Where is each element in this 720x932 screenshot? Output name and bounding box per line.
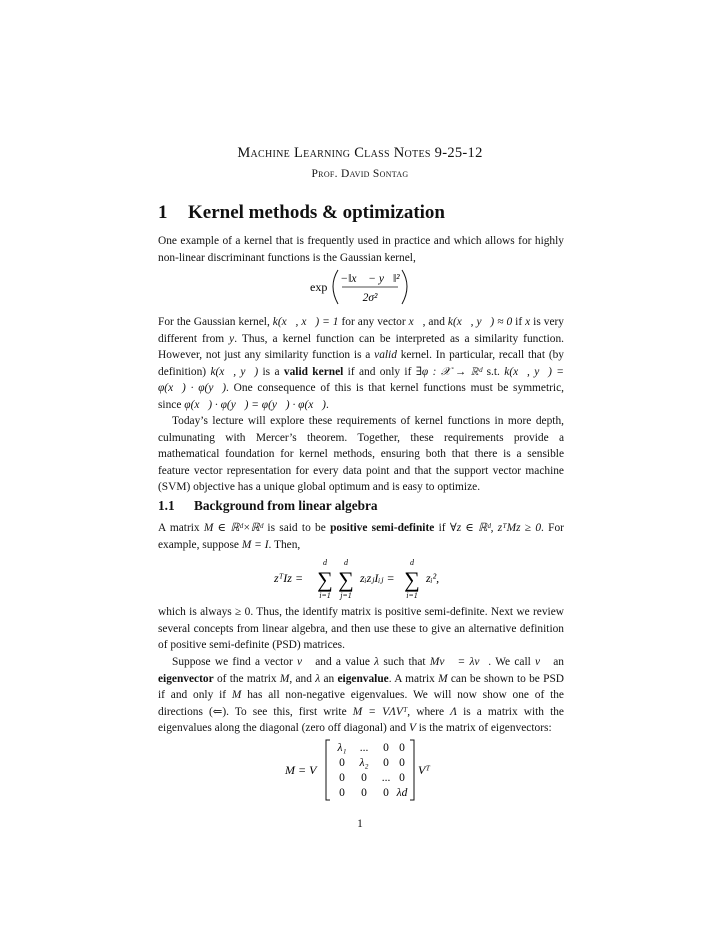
- text: kernel. In particular, recall that (by definition): [158, 349, 564, 378]
- math: M = VΛVᵀ: [352, 705, 408, 718]
- matrix-cell: 0: [339, 772, 345, 784]
- matrix-rhs: Vᵀ: [418, 763, 430, 777]
- eq-func-exp: exp: [310, 280, 328, 294]
- eq-right-paren: [402, 270, 407, 304]
- equation-matrix: [158, 738, 564, 804]
- section-1-1-heading: [158, 498, 378, 514]
- sum-top-i: d: [323, 558, 327, 567]
- math: Mv⃗ = λv⃗: [429, 656, 489, 668]
- text: s.t.: [482, 365, 505, 378]
- math: v⃗: [535, 656, 549, 668]
- matrix-cell: ...: [381, 772, 391, 784]
- sum-top-j: d: [344, 558, 348, 567]
- matrix-cell: λ₂: [359, 757, 369, 769]
- eq-lhs: zᵀIz =: [274, 571, 304, 585]
- math: k(x⃗, y⃗) = φ(x⃗) · φ(y⃗): [158, 365, 564, 395]
- text: if and only if: [343, 365, 416, 378]
- text: for any vector: [338, 316, 409, 328]
- subsection-number: 1.1: [158, 498, 175, 513]
- math: k(x⃗, y⃗) ≈ 0: [447, 316, 513, 328]
- matrix-cell: 0: [383, 742, 389, 754]
- text: A matrix: [158, 522, 204, 534]
- matrix-left-bracket: [326, 740, 330, 800]
- math: v⃗: [297, 656, 311, 668]
- equation-gaussian-kernel: [158, 266, 564, 308]
- matrix-cell: 0: [383, 757, 389, 769]
- text: . One consequence of this is that kernel functions must be symmetric, since: [158, 382, 564, 411]
- text: . Thus, a kernel function can be interpreted as a similarity function. However, not just any similarity function is a: [158, 332, 564, 362]
- text: is the matrix of eigenvectors:: [415, 722, 552, 735]
- paragraph-eigen: [158, 654, 564, 737]
- eq-term: zᵢzⱼIᵢⱼ =: [360, 571, 395, 585]
- bold-term: eigenvalue: [337, 672, 389, 685]
- text: of the matrix: [213, 672, 280, 685]
- paragraph-gaussian-kernel: [158, 314, 564, 414]
- section-number: 1: [158, 202, 168, 223]
- text: Today’s lecture will explore these requirements of kernel functions in more depth, culmunating with Mercer’s theorem. Together, these requirements provide a mathematical foundation for kernel methods, ensuring both that there is a sensible feature vector representation for every data point and that the support vector machine (SVM) objective has a unique global optimum and is easy to optimize.: [158, 415, 564, 494]
- eq-term2: zᵢ²,: [426, 571, 440, 585]
- text: is a matrix with the eigenvalues along the diagonal (zero off diagonal) and: [158, 705, 564, 735]
- math: ∃φ : 𝒳 → ℝᵈ: [415, 365, 483, 378]
- paragraph-intro: One example of a kernel that is frequently used in practice and which allows for highly non-linear discriminant functions is the Gaussian kernel,: [158, 235, 564, 264]
- text: . For example, suppose: [158, 522, 564, 551]
- text: .: [325, 398, 329, 411]
- eq-left-paren: [333, 270, 338, 304]
- paragraph-today: [158, 413, 564, 496]
- sigma-icon-j: ∑: [338, 567, 354, 592]
- matrix-lhs: M = V: [285, 763, 317, 777]
- math: x: [525, 316, 531, 328]
- text: such that: [379, 656, 430, 668]
- matrix-cell: 0: [339, 757, 345, 769]
- math: M = I: [241, 538, 269, 551]
- sum-top-k: d: [410, 558, 414, 567]
- math: M ∈ ℝᵈ×ℝᵈ: [203, 522, 264, 534]
- equation-sum: [158, 556, 564, 602]
- matrix-cells: [337, 742, 408, 799]
- math: λ: [374, 656, 380, 668]
- text: , and: [422, 316, 448, 328]
- sigma-icon-k: ∑: [404, 567, 420, 592]
- paragraph-psd-definition: [158, 520, 564, 553]
- matrix-right-bracket: [410, 740, 414, 800]
- text: . Then,: [268, 538, 301, 551]
- eq-denominator: 2σ²: [362, 292, 378, 304]
- section-title: Kernel methods & optimization: [188, 202, 446, 223]
- matrix-cell: 0: [383, 787, 389, 799]
- text: , where: [407, 705, 451, 718]
- sigma-icon-i: ∑: [317, 567, 333, 592]
- math: V: [408, 722, 416, 735]
- emphasis: valid: [374, 349, 397, 362]
- matrix-cell: 0: [399, 757, 405, 769]
- text: and a value: [310, 656, 375, 668]
- math: M: [231, 689, 242, 702]
- text: an: [320, 672, 338, 685]
- matrix-cell: 0: [339, 787, 345, 799]
- text: For the Gaussian kernel,: [158, 316, 273, 328]
- page-number: 1: [357, 818, 363, 830]
- sum-bottom-i: i=1: [319, 591, 331, 600]
- matrix-cell: λd: [396, 787, 408, 799]
- document-title: Machine Learning Class Notes 9-25-12: [237, 145, 483, 161]
- text: if: [512, 316, 526, 328]
- eq-numerator: −‖x⃗ − y⃗‖²: [340, 273, 400, 285]
- matrix-cell: ...: [359, 742, 369, 754]
- sum-bottom-k: i=1: [406, 591, 418, 600]
- math: y: [229, 332, 235, 345]
- math: φ(x⃗) · φ(y⃗) = φ(y⃗) · φ(x⃗): [184, 398, 326, 411]
- paragraph-identity: which is always ≥ 0. Thus, the identify matrix is positive semi-definite. Next we review several concepts from linear algebra, and then use these to give an alternative definition of positive semi-definite (PSD) matrices.: [158, 606, 564, 652]
- bold-term: valid kernel: [283, 365, 344, 378]
- text: , and: [289, 672, 316, 685]
- matrix-cell: λ₁: [337, 742, 347, 754]
- matrix-cell: 0: [399, 772, 405, 784]
- matrix-cell: 0: [361, 787, 367, 799]
- text: is very different from: [158, 316, 564, 345]
- text: if: [434, 522, 450, 534]
- sum-bottom-j: j=1: [340, 591, 352, 600]
- math: Λ: [450, 705, 458, 718]
- section-1-heading: [158, 202, 445, 224]
- text: [158, 654, 564, 737]
- math: k(x⃗, y⃗): [210, 365, 259, 378]
- math: ∀z ∈ ℝᵈ, zᵀMz ≥ 0: [449, 522, 542, 534]
- math: k(x⃗, x⃗) = 1: [272, 316, 339, 328]
- math: M: [279, 672, 290, 685]
- math: x⃗: [408, 316, 423, 328]
- math: λ: [315, 672, 321, 685]
- text: has all non-negative eigenvalues. We will now show one of the directions (⇐). To see this, first write: [158, 689, 564, 718]
- math: M: [438, 672, 448, 685]
- text: an: [548, 656, 564, 668]
- bold-term: positive semi-definite: [330, 522, 435, 534]
- bold-term: eigenvector: [158, 672, 214, 685]
- subsection-title: Background from linear algebra: [194, 498, 378, 513]
- document-author: Prof. David Sontag: [311, 168, 409, 180]
- matrix-cell: 0: [399, 742, 405, 754]
- text: Suppose we find a vector: [172, 656, 298, 668]
- text: is a: [258, 365, 284, 378]
- matrix-cell: 0: [361, 772, 367, 784]
- text: . We call: [488, 656, 536, 668]
- text: . A matrix: [388, 672, 439, 685]
- text: is said to be: [263, 522, 331, 534]
- text: can be shown to be PSD if and only if: [158, 672, 565, 702]
